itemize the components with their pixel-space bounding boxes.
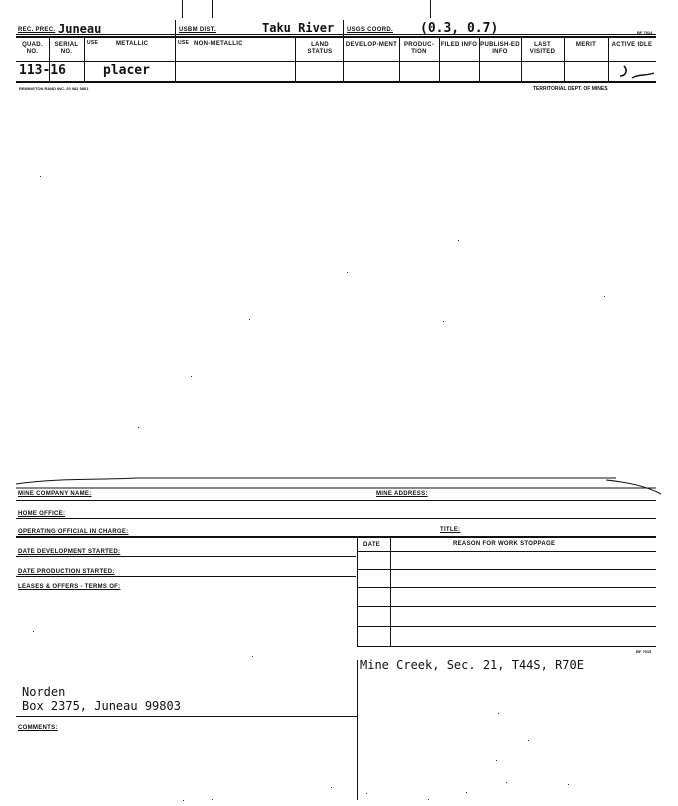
tick-mark (212, 0, 213, 18)
speck (498, 713, 499, 714)
usgs-coord-value: (0.3, 0.7) (420, 21, 499, 36)
card-footer-left: REMINGTON RAND INC. 20 082 5801 (19, 86, 89, 91)
speck (138, 427, 139, 428)
row-metallic: placer (103, 63, 150, 78)
col-land-status: LAND STATUS (307, 42, 333, 55)
form-line (16, 500, 656, 501)
col-metallic: METALLIC (116, 41, 149, 47)
owner-name-value: Norden (22, 685, 66, 699)
speck (40, 176, 41, 177)
mine-address-label: MINE ADDRESS: (376, 491, 428, 497)
mine-location-value: Mine Creek, Sec. 21, T44S, R70E (360, 658, 584, 672)
col-merit: MERIT (575, 42, 597, 48)
speck (506, 782, 507, 783)
speck (496, 760, 497, 761)
speck (528, 740, 529, 741)
table-row-line (357, 569, 656, 570)
usbm-dist-value: Taku River (262, 21, 335, 35)
table-border (357, 537, 358, 646)
col-non-metallic: NON-METALLIC (194, 41, 243, 47)
reason-column-header: REASON FOR WORK STOPPAGE (453, 541, 556, 547)
speck (428, 799, 429, 800)
form-line (16, 536, 656, 538)
column-header-divider (16, 61, 656, 62)
mine-company-name-label: MINE COMPANY NAME: (18, 491, 92, 497)
date-column-header: DATE (363, 542, 381, 548)
usbm-dist-label: USBM DIST. (179, 27, 217, 33)
row-quad-serial: 113-16 (19, 63, 66, 78)
rec-prec-value: Juneau (58, 22, 102, 36)
tick-mark (430, 0, 431, 18)
col-last-visited: LAST VISITED (529, 42, 556, 55)
table-row-line (357, 626, 656, 627)
col-use-2: USE (178, 40, 190, 46)
home-office-label: HOME OFFICE: (18, 511, 66, 517)
operating-official-label: OPERATING OFFICIAL IN CHARGE: (18, 529, 129, 535)
speck (604, 296, 605, 297)
col-serial-no: SERIAL NO. (54, 42, 79, 55)
date-development-label: DATE DEVELOPMENT STARTED: (18, 549, 121, 555)
speck (249, 319, 250, 320)
col-active-idle: ACTIVE IDLE (611, 42, 653, 48)
col-quad-no: QUAD. NO. (22, 42, 43, 55)
table-row-line (357, 646, 656, 647)
col-separator (175, 20, 176, 82)
speck (33, 631, 34, 632)
form-number: BF 7914 (637, 30, 653, 35)
owner-address-value: Box 2375, Juneau 99803 (22, 699, 181, 713)
form-number: BF 7915 (636, 649, 652, 654)
speck (183, 800, 184, 801)
col-published-info: PUBLISH-ED INFO (480, 42, 520, 55)
card-edge (16, 472, 666, 496)
col-separator (295, 37, 296, 81)
card-footer-right: TERRITORIAL DEPT. OF MINES (533, 86, 608, 92)
speck (347, 272, 348, 273)
form-line (16, 576, 356, 577)
date-production-label: DATE PRODUCTION STARTED: (18, 569, 115, 575)
col-development: DEVELOP-MENT (345, 42, 398, 48)
table-row-line (357, 551, 656, 552)
table-row-line (357, 587, 656, 588)
leases-offers-label: LEASES & OFFERS - TERMS OF: (18, 584, 121, 590)
speck (458, 240, 459, 241)
form-line (16, 556, 356, 557)
col-filed-info: FILED INFO (440, 42, 478, 48)
form-line (16, 518, 656, 519)
table-border (390, 537, 391, 646)
card-divider (357, 660, 358, 800)
speck (191, 376, 192, 377)
speck (443, 321, 444, 322)
header-divider (16, 34, 656, 35)
speck (331, 787, 332, 788)
form-line (16, 716, 357, 717)
speck (252, 656, 253, 657)
table-row-line (357, 606, 656, 607)
comments-label: COMMENTS: (18, 725, 58, 731)
speck (366, 793, 367, 794)
speck (212, 799, 213, 800)
col-separator (343, 20, 344, 82)
speck (568, 784, 569, 785)
title-label: TITLE: (440, 527, 461, 533)
rec-prec-label: REC. PREC. (18, 27, 56, 33)
header-divider (16, 36, 656, 38)
col-use-1: USE (87, 40, 99, 46)
col-production: PRODUC-TION (403, 42, 435, 55)
col-separator (84, 37, 85, 81)
tick-mark (182, 0, 183, 18)
usgs-coord-label: USGS COORD. (347, 27, 393, 33)
row-bottom-divider (16, 81, 656, 83)
speck (466, 792, 467, 793)
pencil-mark-icon (618, 64, 658, 84)
